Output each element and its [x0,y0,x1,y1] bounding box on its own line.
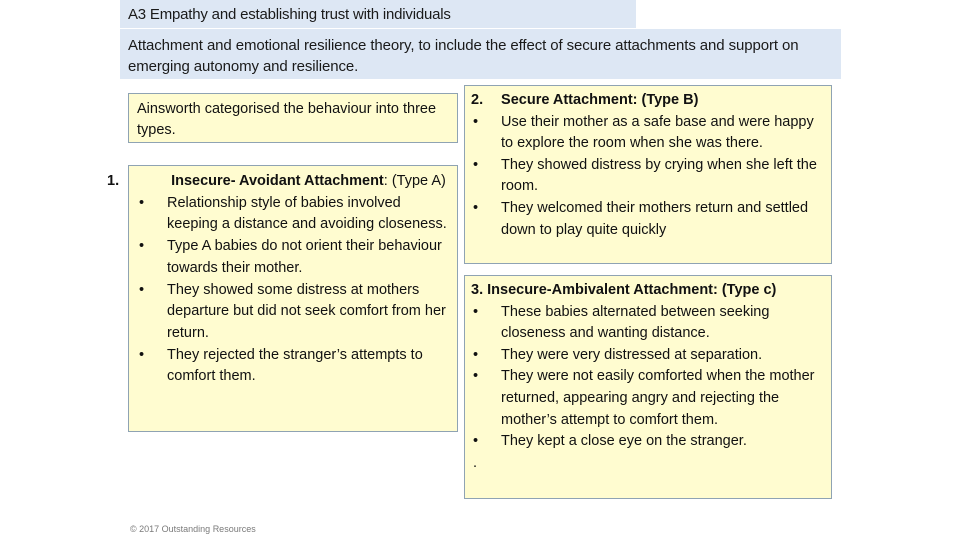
type-c-bullets [471,302,825,453]
bullet-icon: • [473,368,479,385]
bullet-icon: • [473,303,479,320]
bullet-item: • These babies alternated between seeking closeness and wanting distance. [473,303,770,342]
slide-title: A3 Empathy and establishing trust with individuals [128,6,451,23]
type-a-bullets [137,193,449,388]
bullet-item: • Type A babies do not orient their behaviour towards their mother. [139,238,442,276]
type-a-heading: 1. Insecure- Avoidant Attachment: (Type A) [107,173,446,189]
copyright-footer: © 2017 Outstanding Resources [130,524,256,534]
bullet-icon: • [473,199,479,216]
bullet-item: • Use their mother as a safe base and were happy to explore the room when she was there. [473,113,814,152]
bullet-item: • They were not easily comforted when the mother returned, appearing angry and rejecting the mother’s attempt to comfort them. [473,368,815,428]
bullet-icon: • [139,194,145,211]
bullet-item: • They rejected the stranger’s attempts to comfort them. [139,346,423,385]
bullet-item: • Relationship style of babies involved keeping a distance and avoiding closeness. [139,194,447,233]
bullet-item: • They welcomed their mothers return and settled down to play quite quickly [473,199,809,238]
bullet-item: • They showed some distress at mothers departure but did not seek comfort from her return. [139,281,446,341]
intro-box [128,93,458,143]
subtitle-band [120,29,841,79]
title-band [120,0,636,28]
bullet-icon: • [473,156,479,173]
type-c-box [464,275,832,499]
type-a-box [107,165,458,432]
slide-subtitle: Attachment and emotional resilience theory, to include the effect of secure attachments and support on emerging autonomy and resilience. [128,37,799,75]
bullet-icon: • [473,433,479,450]
bullet-item: • They kept a close eye on the stranger. [471,431,825,453]
bullet-item: • They were very distressed at separation. [471,345,825,367]
trailing-dot: . [473,454,478,471]
bullet-icon: • [139,281,145,298]
type-b-heading: 2. Secure Attachment: (Type B) [471,92,699,108]
bullet-icon: • [139,238,145,255]
intro-text: Ainsworth categorised the behaviour into three types. [137,101,437,138]
bullet-icon: • [473,346,479,363]
bullet-item: • They showed distress by crying when she left the room. [473,156,817,195]
bullet-icon: • [139,346,145,363]
bullet-icon: • [473,113,479,130]
type-b-box [464,85,832,264]
type-b-bullets [471,112,825,242]
type-c-heading: 3. Insecure-Ambivalent Attachment: (Type c) [471,282,777,298]
